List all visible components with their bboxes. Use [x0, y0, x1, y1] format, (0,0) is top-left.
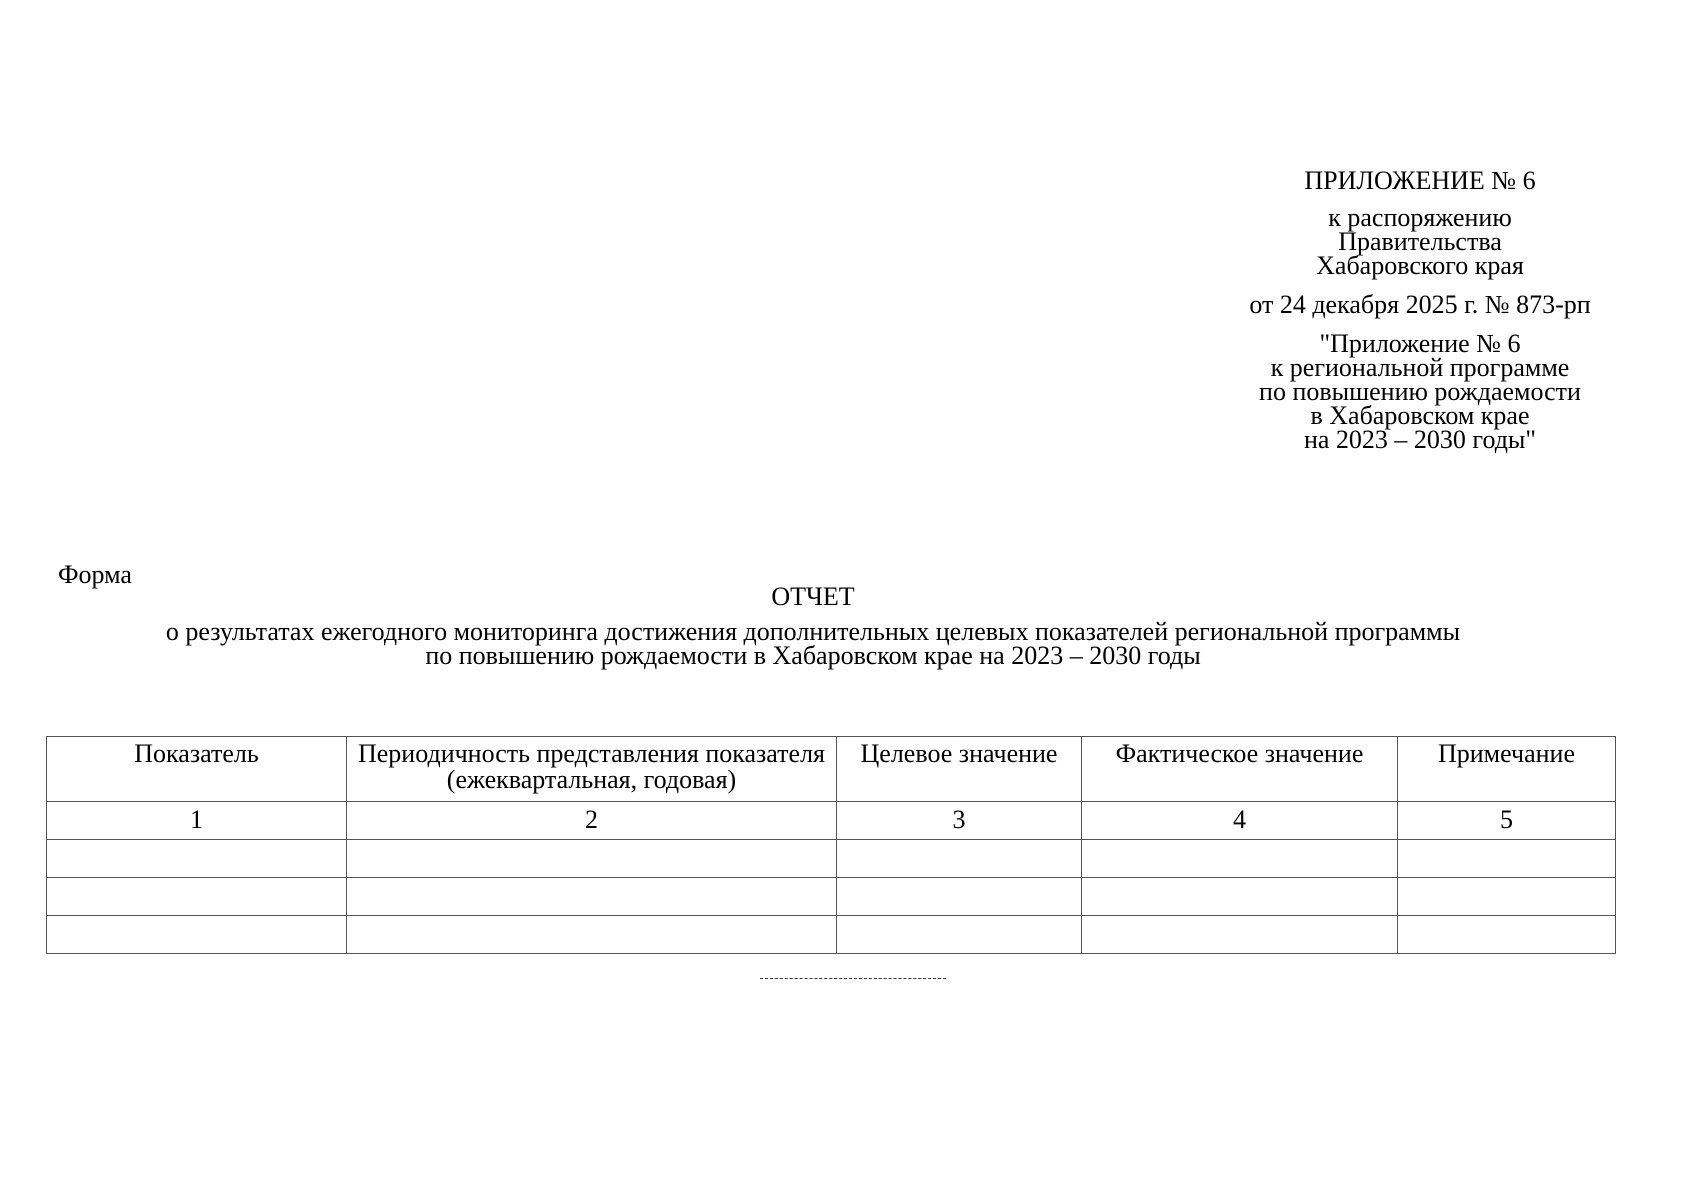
decree-date: от 24 декабря 2025 г. № 873-рп: [1249, 290, 1591, 319]
table-cell: [347, 878, 837, 916]
table-cell: [347, 916, 837, 954]
table-cell: [837, 878, 1082, 916]
table-cell: [837, 916, 1082, 954]
column-number: 4: [1082, 802, 1398, 840]
table-cell: [837, 840, 1082, 878]
report-subtitle: [0, 617, 1626, 670]
report-title: ОТЧЕТ: [771, 582, 855, 611]
table-number-row: [47, 802, 1616, 840]
table-cell: [1398, 878, 1616, 916]
table-cell: [347, 840, 837, 878]
column-number: 3: [837, 802, 1082, 840]
program-ref-line: "Приложение № 6: [1319, 329, 1521, 358]
table-cell: [47, 916, 347, 954]
table-row: [47, 878, 1616, 916]
header-target-value: Целевое значение: [837, 737, 1082, 802]
header-actual-value: Фактическое значение: [1082, 737, 1398, 802]
report-subtitle-line: по повышению рождаемости в Хабаровском крае на 2023 – 2030 годы: [425, 641, 1201, 670]
report-subtitle-line: о результатах ежегодного мониторинга достижения дополнительных целевых показателей региональной программы: [165, 617, 1461, 646]
header-indicator: Показатель: [47, 737, 347, 802]
table-cell: [1082, 878, 1398, 916]
appendix-order-line: Хабаровского края: [1316, 251, 1524, 280]
column-number: 1: [47, 802, 347, 840]
table-cell: [47, 840, 347, 878]
column-number: 2: [347, 802, 837, 840]
appendix-block: [1180, 166, 1660, 452]
appendix-title: ПРИЛОЖЕНИЕ № 6: [1304, 166, 1536, 195]
table-cell: [1082, 840, 1398, 878]
program-ref-line: на 2023 – 2030 годы": [1303, 425, 1537, 454]
table-cell: [1398, 840, 1616, 878]
appendix-order-line: к распоряжению: [1328, 203, 1512, 232]
end-separator-line: [760, 978, 946, 979]
appendix-order-ref: [1180, 203, 1660, 280]
appendix-order-line: Правительства: [1338, 227, 1502, 256]
program-reference: [1180, 329, 1660, 454]
form-label: Форма: [58, 560, 132, 589]
column-number: 5: [1398, 802, 1616, 840]
program-ref-line: по повышению рождаемости: [1259, 377, 1581, 406]
report-table: [46, 736, 1616, 954]
program-ref-line: в Хабаровском крае: [1310, 401, 1530, 430]
table-row: [47, 840, 1616, 878]
table-row: [47, 916, 1616, 954]
table-header-row: [47, 737, 1616, 802]
header-note: Примечание: [1398, 737, 1616, 802]
program-ref-line: к региональной программе: [1270, 353, 1570, 382]
table-cell: [1082, 916, 1398, 954]
header-periodicity: Периодичность представления показателя (ежеквартальная, годовая): [347, 737, 837, 802]
table-cell: [47, 878, 347, 916]
table-cell: [1398, 916, 1616, 954]
